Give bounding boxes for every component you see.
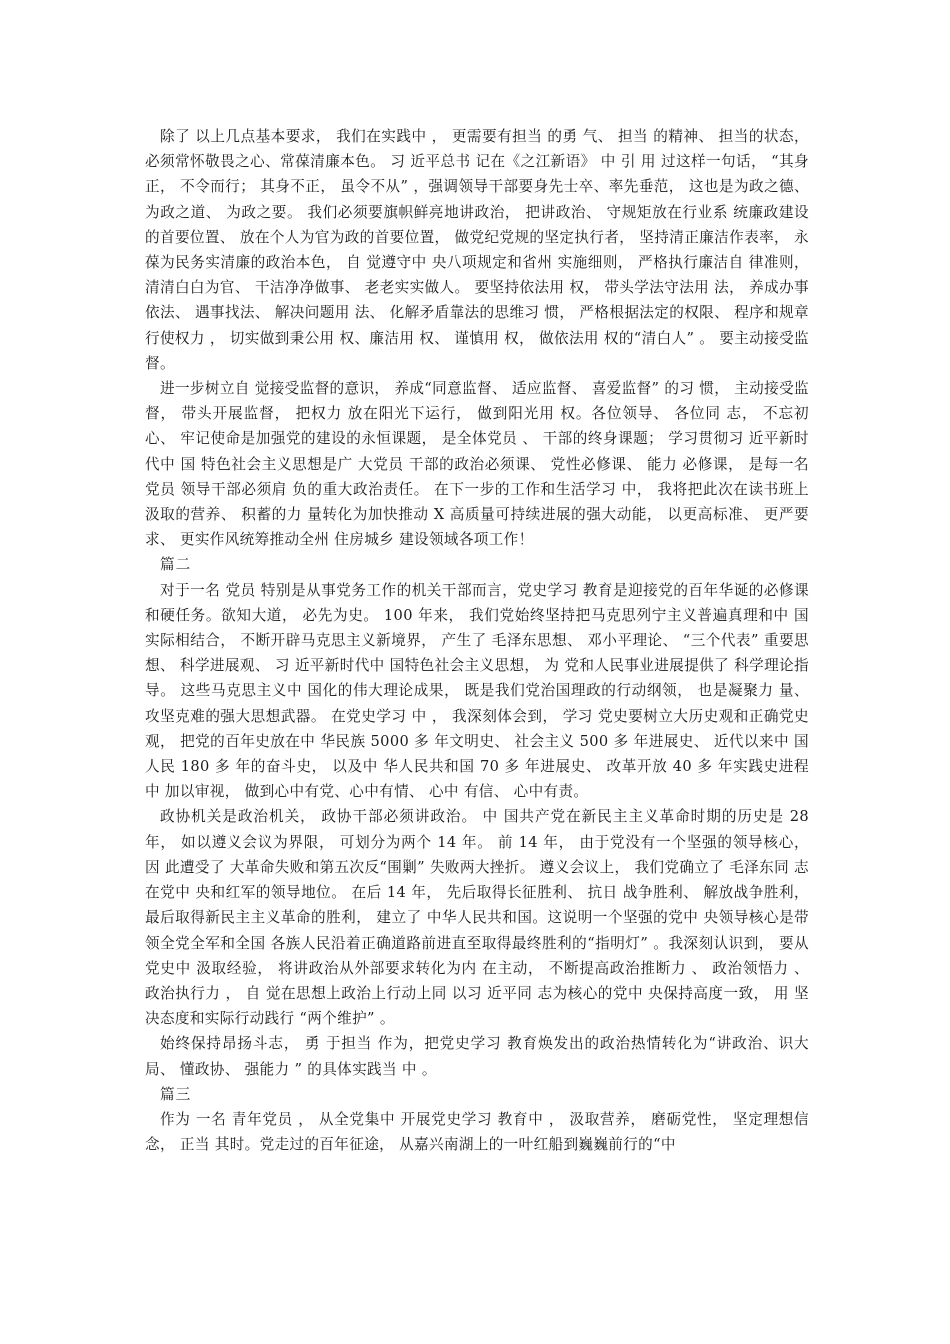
body-paragraph: 始终保持昂扬斗志， 勇 于担当 作为，把党史学习 教育焕发出的政治热情转化为“讲政治、识大局、 懂政协、 强能力 ” 的具体实践当 中 。 <box>145 1035 809 1078</box>
section-heading: 篇三 <box>160 1085 192 1103</box>
body-paragraph: 对于一名 党员 特别是从事党务工作的机关干部而言，党史学习 教育是迎接党的百年华诞的必修课和硬任务。欲知大道， 必先为史。 100 年来， 我们党始终坚持把马克思列宁主义普遍真理和中 国实际相结合， 不断开辟马克思主义新境界， 产生了 毛泽东思想、 邓小平理论、 “三个代表” 重要思想、 科学进展观、 习 近平新时代中 国特色社会主义思想， 为 党和人民事业进展提供了 科学理论指导。 这些马克思主义中 国化的伟大理论成果， 既是我们党治国理政的行动纲领， 也是凝聚力 量、 攻坚克难的强大思想武器。 在党史学习 中 ， 我深刻体会到， 学习 党史要树立大历史观和正确党史观， 把党的百年史放在中 华民族 5000 多 年文明史、 社会主义 500 多 年进展史、 近代以来中 国人民 180 多 年的奋斗史， 以及中 华人民共和国 70 多 年进展史、 改革开放 40 多 年实践史进程中 加以审视， 做到心中有党、心中有情、 心中 有信、 心中有责。 <box>145 581 809 801</box>
body-paragraph: 作为 一名 青年党员 ， 从全党集中 开展党史学习 教育中 ， 汲取营养， 磨砺党性， 坚定理想信念， 正当 其时。党走过的百年征途， 从嘉兴南湖上的一叶红船到巍巍前行的“中 <box>145 1110 809 1154</box>
document-page <box>145 124 809 1157</box>
body-paragraph: 进一步树立自 觉接受监督的意识， 养成“同意监督、 适应监督、 喜爱监督” 的习 惯， 主动接受监督， 带头开展监督， 把权力 放在阳光下运行， 做到阳光用 权。各位领导、 各位同 志， 不忘初心、 牢记使命是加强党的建设的永恒课题， 是全体党员 、 干部的终身课题； 学习贯彻习 近平新时代中 国 特色社会主义思想是广 大党员 干部的政治必须课、 党性必修课、 能力 必修课， 是每一名 党员 领导干部必须肩 负的重大政治责任。 在下一步的工作和生活学习 中， 我将把此次在读书班上汲取的营养、 积蓄的力 量转化为加快推动 X 高质量可持续进展的强大动能， 以更高标准、 更严要求、 更实作风统筹推动全州 住房城乡 建设领域各项工作！ <box>145 380 809 549</box>
section-heading: 篇二 <box>160 556 192 574</box>
body-paragraph: 政协机关是政治机关， 政协干部必须讲政治。 中 国共产党在新民主主义革命时期的历史是 28 年， 如以遵义会议为界限， 可划分为两个 14 年。 前 14 年， 由于党没有一个坚强的领导核心， 因 此遭受了 大革命失败和第五次反“围剿” 失败两大挫折。 遵义会议上， 我们党确立了 毛泽东同 志在党中 央和红军的领导地位。 在后 14 年， 先后取得长征胜利、 抗日 战争胜利、 解放战争胜利， 最后取得新民主主义革命的胜利， 建立了 中华人民共和国。这说明一个坚强的党中 央领导核心是带领全党全军和全国 各族人民沿着正确道路前进直至取得最终胜利的“指明灯” 。我深刻认识到， 要从党史中 汲取经验， 将讲政治从外部要求转化为内 在主动， 不断提高政治推断力 、 政治领悟力 、 政治执行力 ， 自 觉在思想上政治上行动上同 以习 近平同 志为核心的党中 央保持高度一致， 用 坚决态度和实际行动践行 “两个维护” 。 <box>145 808 809 1028</box>
body-paragraph: 除了 以上几点基本要求， 我们在实践中 ， 更需要有担当 的勇 气、 担当 的精神、 担当的状态， 必须常怀敬畏之心、常葆清廉本色。 习 近平总书 记在《之江新语》 中 引 用 过这样一句话， “其身正， 不令而行； 其身不正， 虽令不从” ，强调领导干部要身先士卒、率先垂范， 这也是为政之德、为政之道、 为政之要。 我们必须要旗帜鲜亮地讲政治， 把讲政治、 守规矩放在行业系 统廉政建设的首要位置、 放在个人为官为政的首要位置， 做党纪党规的坚定执行者， 坚持清正廉洁作表率， 永葆为民务实清廉的政治本色， 自 觉遵守中 央八项规定和省州 实施细则， 严格执行廉洁自 律准则， 清清白白为官、 干洁净净做事、 老老实实做人。 要坚持依法用 权， 带头学法守法用 法， 养成办事依法、 遇事找法、 解决问题用 法、 化解矛盾靠法的思维习 惯， 严格根据法定的权限、 程序和规章行使权力 ， 切实做到秉公用 权、廉洁用 权、 谨慎用 权， 做依法用 权的“清白人” 。 要主动接受监督。 <box>145 128 809 372</box>
